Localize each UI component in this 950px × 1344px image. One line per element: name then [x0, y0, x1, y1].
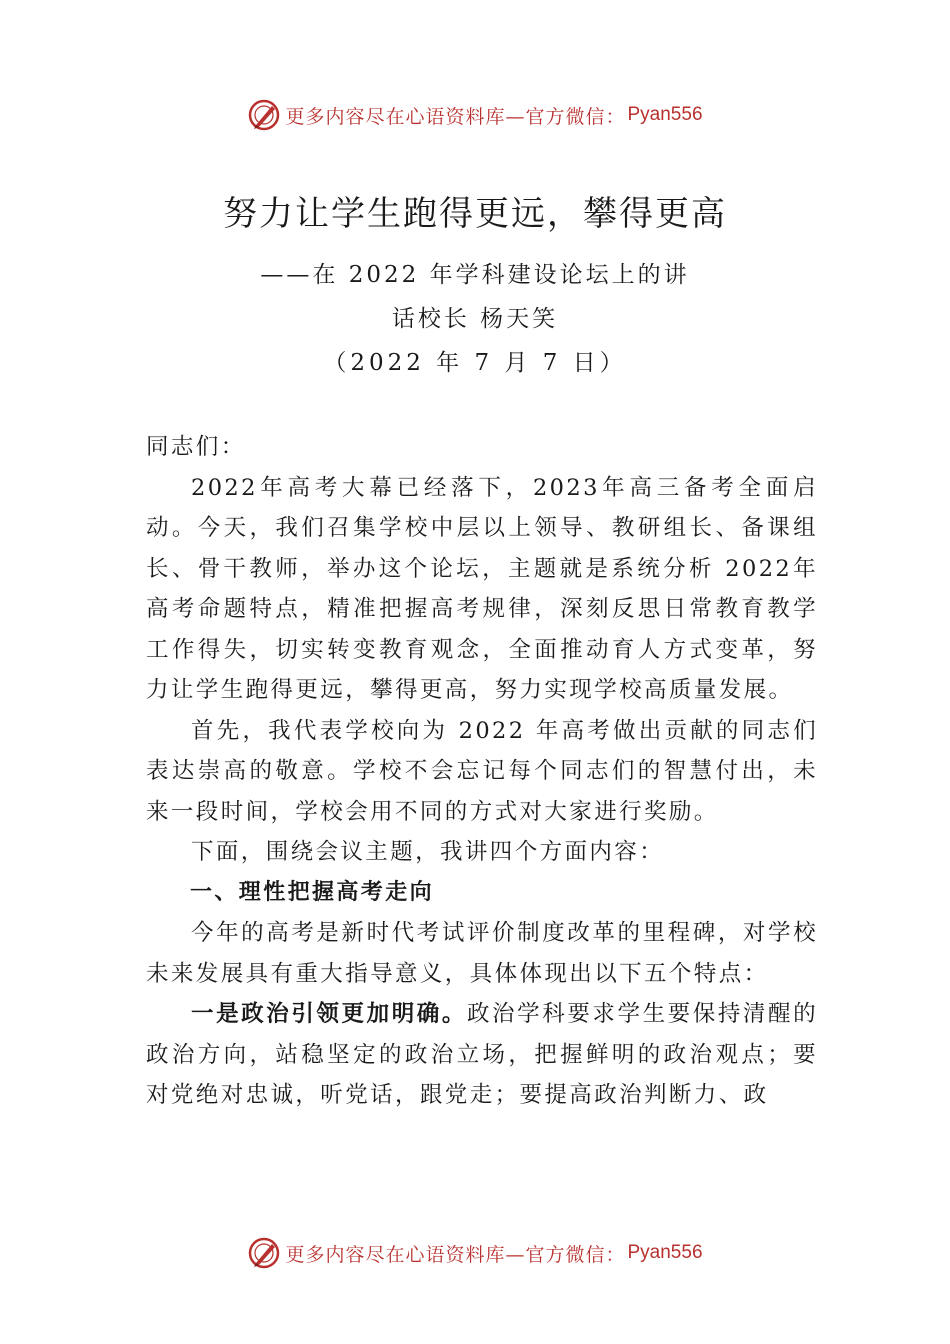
document-body	[146, 427, 818, 1116]
paragraph: 今年的高考是新时代考试评价制度改革的里程碑，对学校未来发展具有重大指导意义，具体体现出以下五个特点：	[146, 920, 818, 987]
paragraph-text: 政治学科要求学生要保持清醒的政治方向，站稳坚定的政治立场，把握鲜明的政治观点；要对党绝对忠诚，听党话，跟党走；要提高政治判断力、政	[146, 1001, 818, 1108]
document-subtitle: ——在 2022 年学科建设论坛上的讲	[260, 262, 690, 288]
document-title: 努力让学生跑得更远，攀得更高	[223, 194, 727, 234]
banner-wechat-id: Pyan556	[627, 104, 703, 125]
document-speaker: 话校长 杨天笑	[391, 306, 559, 332]
footer-banner	[0, 1233, 950, 1273]
paragraph-lead: 一是政治引领更加明确。	[191, 1001, 467, 1027]
pen-seal-icon	[247, 1236, 281, 1270]
pen-seal-icon	[247, 98, 281, 132]
banner-text: 更多内容尽在心语资料库—官方微信：	[285, 105, 626, 128]
header-banner	[0, 95, 950, 135]
paragraph	[146, 994, 818, 1116]
section-heading: 一、理性把握高考走向	[190, 879, 435, 905]
paragraph: 首先，我代表学校向为 2022 年高考做出贡献的同志们表达崇高的敬意。学校不会忘记每个同志们的智慧付出，未来一段时间，学校会用不同的方式对大家进行奖励。	[146, 717, 818, 825]
paragraph: 2022年高考大幕已经落下，2023年高三备考全面启动。今天，我们召集学校中层以上领导、教研组长、备课组长、骨干教师，举办这个论坛，主题就是系统分析 2022年高考命题特点，精准把握高考规律，深刻反思日常教育教学工作得失，切实转变教育观念，全面推动育人方式变革，努力让学生跑得更远，攀得更高，努力实现学校高质量发展。	[146, 474, 818, 703]
greeting: 同志们：	[146, 434, 246, 460]
banner-wechat-id: Pyan556	[627, 1242, 703, 1263]
document-date: （2022 年 7 月 7 日）	[323, 350, 627, 376]
paragraph: 下面，围绕会议主题，我讲四个方面内容：	[191, 839, 665, 865]
banner-text: 更多内容尽在心语资料库—官方微信：	[285, 1243, 626, 1266]
